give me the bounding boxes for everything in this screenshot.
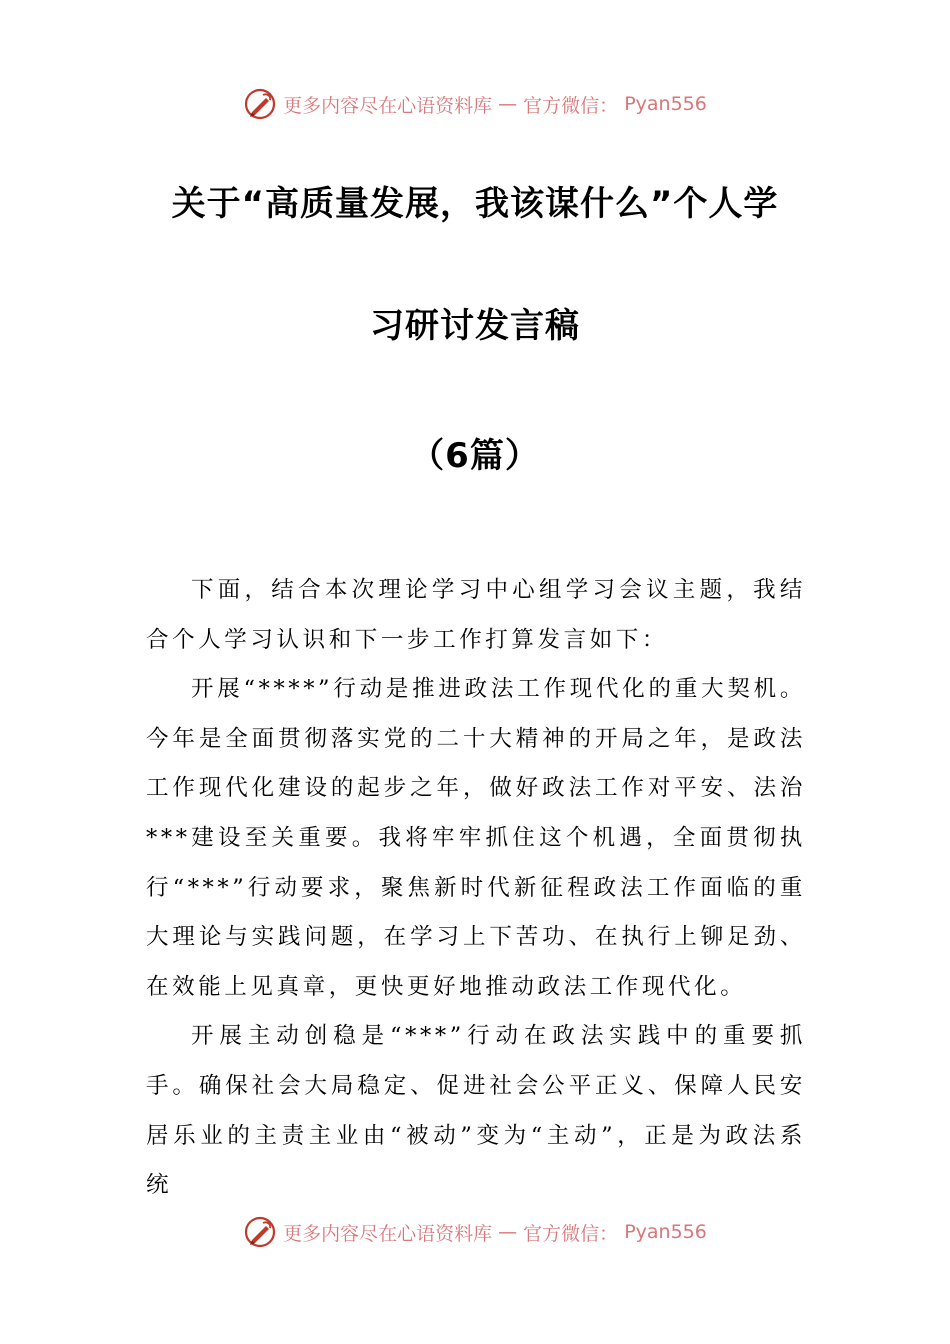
banner-separator: —: [498, 1221, 518, 1243]
pen-logo-icon: [243, 1215, 277, 1249]
paragraph: 开展主动创稳是“***”行动在政法实践中的重要抓手。确保社会大局稳定、促进社会公平正义、保障人民安居乐业的主责主业由“被动”变为“主动”，正是为政法系统: [146, 1023, 806, 1199]
banner-separator: —: [498, 93, 518, 115]
document-body: [146, 566, 806, 1211]
paragraph: 下面，结合本次理论学习中心组学习会议主题，我结合个人学习认识和下一步工作打算发言如下：: [146, 577, 806, 653]
pen-logo-icon: [243, 87, 277, 121]
banner-text: 更多内容尽在心语资料库: [283, 1222, 493, 1245]
paragraph: 开展“****”行动是推进政法工作现代化的重大契机。今年是全面贯彻落实党的二十大精神的开局之年，是政法工作现代化建设的起步之年，做好政法工作对平安、法治***建设至关重要。我将牢牢抓住这个机遇，全面贯彻执行“***”行动要求，聚焦新时代新征程政法工作面临的重大理论与实践问题，在学习上下苦功、在执行上铆足劲、在效能上见真章，更快更好地推动政法工作现代化。: [146, 676, 806, 1000]
banner-text: 更多内容尽在心语资料库: [283, 94, 493, 117]
footer-banner: [0, 1212, 950, 1252]
document-title-line-2: 习研讨发言稿: [370, 306, 580, 346]
banner-wechat-label: 官方微信：: [523, 94, 619, 117]
document-subtitle: （6篇）: [410, 436, 540, 476]
banner-wechat-id: Pyan556: [624, 1221, 707, 1243]
header-banner: [0, 84, 950, 124]
banner-wechat-id: Pyan556: [624, 93, 707, 115]
document-title-line-1: 关于“高质量发展，我该谋什么”个人学: [171, 184, 779, 224]
banner-wechat-label: 官方微信：: [523, 1222, 619, 1245]
